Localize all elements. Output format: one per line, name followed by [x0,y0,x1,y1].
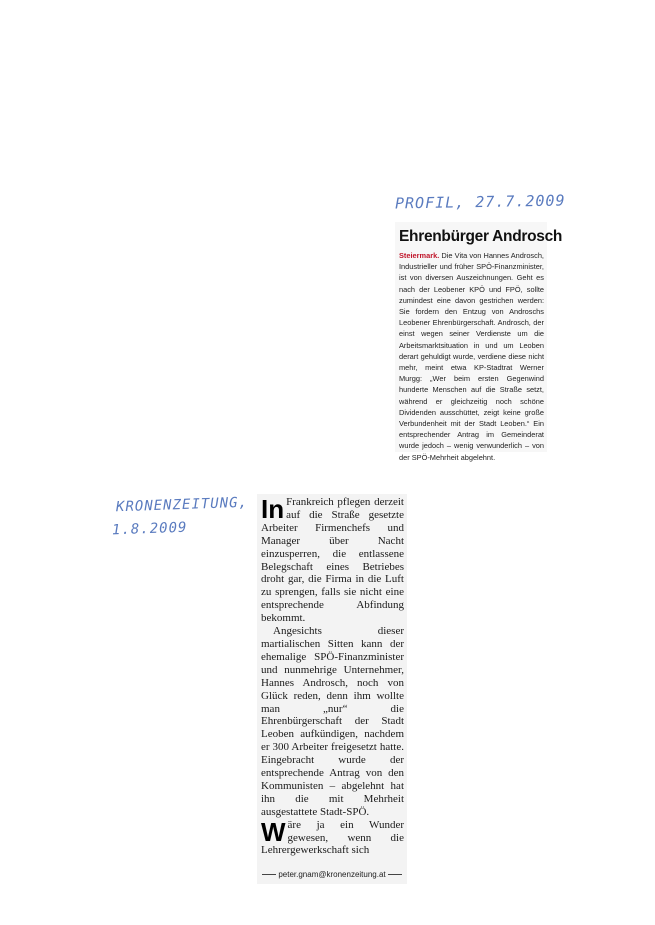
handwritten-source-note-profil: PROFIL, 27.7.2009 [394,191,566,213]
clipping-body [399,250,544,463]
paragraph-text: Frankreich pflegen derzeit auf die Straße gesetzte Arbeiter Firmenchefs und Manager über Nacht einzusperren, die entlassene Belegschaft eines Betriebes droht gar, die Firma in die Luft zu sprengen, falls sie nicht eine entsprechende Abfindung bekommt. [261,496,404,625]
clipping-column [261,496,404,857]
author-email-signature [257,870,407,879]
handwritten-source-note-krone: KRONENZEITUNG, [115,494,249,516]
column-paragraph-3 [261,816,404,858]
divider [262,874,276,875]
column-paragraph-1 [261,496,404,625]
handwritten-date-note-krone: 1.8.2009 [111,519,188,539]
clipping-headline: Ehrenbürger Androsch [399,228,563,245]
paragraph-text: äre ja ein Wunder gewesen, wenn die Lehrergewerkschaft sich [261,818,404,857]
divider [388,874,402,875]
newspaper-clipping-kronenzeitung [257,494,407,884]
clipping-kicker: Steiermark. [399,251,440,260]
clipping-body-text: Die Vita von Hannes Androsch, Industrieller und früher SPÖ-Finanzminister, ist von diversen Auszeichnungen. Geht es nach der Leobener KPÖ und FPÖ, sollte zumindest eine davon gestrichen werden: Sie fordern den Entzug von Androschs Leobener Ehrenbürgerschaft. Androsch, der einst wegen seiner Verdienste um die Arbeitsmarktsituation in und um Leoben derart gehuldigt wurde, verdiene diese nicht mehr, meint etwa KP-Stadtrat Werner Murgg: „Wer beim ersten Gegenwind hunderte Menschen auf die Straße setzt, während er gleichzeitig noch schöne Dividenden ausschüttet, zeigt keine große Verbundenheit mit der Stadt Leoben.“ Ein entsprechender Antrag im Gemeinderat wurde jedoch – wenig verwunderlich – von der SPÖ-Mehrheit abgelehnt. [399,251,544,462]
author-email: peter.gnam@kronenzeitung.at [278,870,386,879]
drop-cap: In [261,494,285,524]
newspaper-clipping-profil [395,222,563,462]
column-paragraph-2: Angesichts dieser martialischen Sitten kann der ehemalige SPÖ-Finanzminister und nunmehrige Unternehmer, Hannes Androsch, noch von Glück reden, denn ihm wollte man „nur“ die Ehrenbürgerschaft der Stadt Leoben aufkündigen, nachdem er 300 Arbeiter freigesetzt hatte. Eingebracht wurde der entsprechende Antrag von den Kommunisten – abgelehnt hat ihn die mit Mehrheit ausgestattete Stadt-SPÖ. [261,625,404,818]
drop-cap: W [261,816,286,847]
